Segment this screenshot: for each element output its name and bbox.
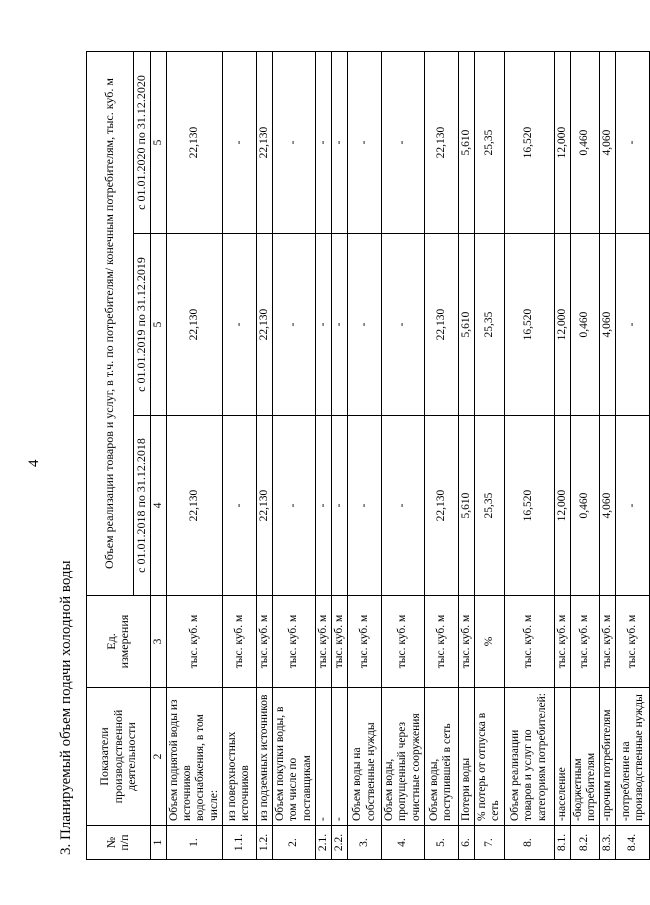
row-indicator: -потребление на производственные нужды: [616, 688, 650, 826]
row-indicator: Потери воды: [458, 688, 474, 826]
table-row: [315, 52, 331, 860]
page-number: 4: [26, 459, 42, 467]
row-value-2020: 4,060: [600, 52, 616, 234]
table-row: [273, 52, 316, 860]
row-value-2020: -: [382, 52, 425, 234]
water-supply-table: [86, 51, 650, 860]
row-value-2020: 22,130: [424, 52, 458, 234]
row-unit: тыс. куб. м: [331, 596, 347, 688]
table-row: [382, 52, 425, 860]
table-row: [600, 52, 616, 860]
row-value-2019: 12,000: [554, 234, 570, 416]
row-value-2018: -: [315, 416, 331, 596]
row-value-2020: 16,520: [504, 52, 554, 234]
row-indicator: -: [331, 688, 347, 826]
row-value-2018: -: [348, 416, 382, 596]
row-value-2019: 22,130: [256, 234, 272, 416]
rotated-content: [18, 25, 645, 885]
row-value-2018: -: [273, 416, 316, 596]
row-number: 1.: [167, 826, 223, 860]
row-value-2020: -: [273, 52, 316, 234]
row-value-2020: -: [331, 52, 347, 234]
row-unit: тыс. куб. м: [570, 596, 599, 688]
row-value-2018: 16,520: [504, 416, 554, 596]
row-unit: тыс. куб. м: [554, 596, 570, 688]
row-value-2019: -: [273, 234, 316, 416]
row-value-2018: 4,060: [600, 416, 616, 596]
table-row: [222, 52, 256, 860]
row-value-2018: 22,130: [256, 416, 272, 596]
row-unit: тыс. куб. м: [424, 596, 458, 688]
table-row: [504, 52, 554, 860]
table-row: [331, 52, 347, 860]
row-indicator: -бюджетным потребителям: [570, 688, 599, 826]
row-value-2020: 5,610: [458, 52, 474, 234]
table-row: [348, 52, 382, 860]
row-value-2018: -: [382, 416, 425, 596]
row-indicator: Объем воды, поступившей в сеть: [424, 688, 458, 826]
row-value-2018: 5,610: [458, 416, 474, 596]
row-number: 4.: [382, 826, 425, 860]
row-number: 8.3.: [600, 826, 616, 860]
row-number: 1.2.: [256, 826, 272, 860]
row-unit: тыс. куб. м: [348, 596, 382, 688]
row-value-2018: 25,35: [475, 416, 504, 596]
row-indicator: Объем воды, пропущенный через очистные сооружения: [382, 688, 425, 826]
row-number: 1.1.: [222, 826, 256, 860]
row-value-2019: -: [348, 234, 382, 416]
row-unit: %: [475, 596, 504, 688]
row-indicator: из подземных источников: [256, 688, 272, 826]
row-value-2018: 0,460: [570, 416, 599, 596]
header-period-2019: с 01.01.2019 по 31.12.2019: [134, 234, 151, 416]
header-period-2020: с 01.01.2020 по 31.12.2020: [134, 52, 151, 234]
row-value-2018: -: [616, 416, 650, 596]
table-row: [570, 52, 599, 860]
column-number: 5: [150, 52, 166, 234]
row-indicator: -население: [554, 688, 570, 826]
row-indicator: -прочим потребителям: [600, 688, 616, 826]
row-number: 3.: [348, 826, 382, 860]
row-value-2019: 25,35: [475, 234, 504, 416]
column-number: 2: [150, 688, 166, 826]
row-indicator: Объем воды на собственные нужды: [348, 688, 382, 826]
row-number: 8.1.: [554, 826, 570, 860]
row-number: 8.2.: [570, 826, 599, 860]
row-value-2020: 22,130: [256, 52, 272, 234]
row-number: 2.: [273, 826, 316, 860]
row-indicator: Объем реализации товаров и услуг по категориям потребителей:: [504, 688, 554, 826]
column-number: 5: [150, 234, 166, 416]
row-unit: тыс. куб. м: [616, 596, 650, 688]
table-row: [458, 52, 474, 860]
table-row: [475, 52, 504, 860]
row-value-2019: -: [222, 234, 256, 416]
row-number: 2.1.: [315, 826, 331, 860]
header-indicator: Показатели производственной деятельности: [87, 688, 151, 826]
row-value-2019: 0,460: [570, 234, 599, 416]
row-value-2019: 22,130: [424, 234, 458, 416]
table-row: [616, 52, 650, 860]
header-group: Объем реализации товаров и услуг, в т.ч. по потребителям/ конечным потребителям, тыс. куб. м: [87, 52, 134, 596]
row-unit: тыс. куб. м: [273, 596, 316, 688]
row-value-2019: 4,060: [600, 234, 616, 416]
row-value-2019: -: [315, 234, 331, 416]
row-value-2020: -: [348, 52, 382, 234]
table-row: [424, 52, 458, 860]
row-value-2018: -: [222, 416, 256, 596]
row-unit: тыс. куб. м: [600, 596, 616, 688]
row-unit: тыс. куб. м: [458, 596, 474, 688]
row-indicator: Объем поднятой воды из источников водоснабжения, в том числе:: [167, 688, 223, 826]
column-number: 3: [150, 596, 166, 688]
row-value-2019: -: [382, 234, 425, 416]
row-value-2018: 22,130: [424, 416, 458, 596]
header-num: № п/п: [87, 826, 151, 860]
row-value-2020: -: [315, 52, 331, 234]
row-value-2018: 12,000: [554, 416, 570, 596]
table-row: [554, 52, 570, 860]
row-value-2019: -: [331, 234, 347, 416]
row-number: 7.: [475, 826, 504, 860]
row-number: 8.: [504, 826, 554, 860]
row-value-2020: 25,35: [475, 52, 504, 234]
row-unit: тыс. куб. м: [222, 596, 256, 688]
row-value-2019: 16,520: [504, 234, 554, 416]
row-unit: тыс. куб. м: [382, 596, 425, 688]
row-value-2020: -: [222, 52, 256, 234]
column-number: 1: [150, 826, 166, 860]
row-value-2019: 5,610: [458, 234, 474, 416]
row-value-2019: -: [616, 234, 650, 416]
row-value-2018: -: [331, 416, 347, 596]
row-number: 5.: [424, 826, 458, 860]
table-row: [167, 52, 223, 860]
row-unit: тыс. куб. м: [315, 596, 331, 688]
row-value-2020: 22,130: [167, 52, 223, 234]
row-value-2020: -: [616, 52, 650, 234]
row-unit: тыс. куб. м: [256, 596, 272, 688]
section-heading: 3. Планируемый объем подачи холодной воды: [58, 560, 74, 855]
row-unit: тыс. куб. м: [167, 596, 223, 688]
row-unit: тыс. куб. м: [504, 596, 554, 688]
table-body: [167, 52, 650, 860]
header-period-2018: с 01.01.2018 по 31.12.2018: [134, 416, 151, 596]
header-unit: Ед. измерения: [87, 596, 151, 688]
row-value-2019: 22,130: [167, 234, 223, 416]
row-indicator: Объем покупки воды, в том числе по поставщикам: [273, 688, 316, 826]
row-value-2020: 0,460: [570, 52, 599, 234]
row-number: 6.: [458, 826, 474, 860]
row-value-2018: 22,130: [167, 416, 223, 596]
row-number: 2.2.: [331, 826, 347, 860]
row-number: 8.4.: [616, 826, 650, 860]
row-indicator: % потерь от отпуска в сеть: [475, 688, 504, 826]
row-indicator: из поверхностных источников: [222, 688, 256, 826]
row-indicator: -: [315, 688, 331, 826]
table-row: [256, 52, 272, 860]
row-value-2020: 12,000: [554, 52, 570, 234]
column-number: 4: [150, 416, 166, 596]
